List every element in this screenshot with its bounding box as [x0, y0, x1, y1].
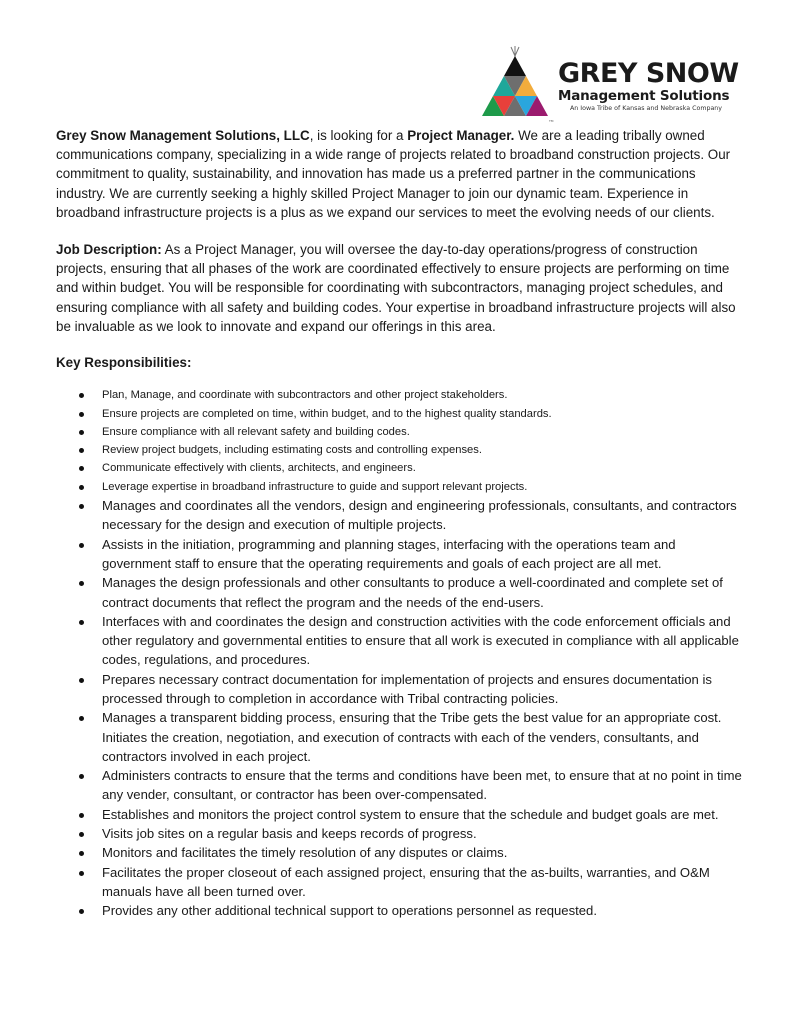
list-item: Manages the design professionals and other consultants to produce a well-coordinated and complete set of contract documents that reflect the program and the needs of the end-users. — [56, 573, 746, 612]
list-item: Leverage expertise in broadband infrastructure to guide and support relevant projects. — [56, 478, 746, 496]
brand-subtitle: Management Solutions — [558, 88, 730, 104]
list-item: Establishes and monitors the project control system to ensure that the schedule and budget goals are met. — [56, 805, 746, 824]
key-responsibilities-heading: Key Responsibilities: — [56, 355, 192, 371]
bullet-icon — [79, 832, 84, 837]
intro-paragraph: Grey Snow Management Solutions, LLC, is looking for a Project Manager. We are a leading tribally owned communications company, specializing in a wide range of projects related to broadband construction projects. Our commitment to quality, sustainability, and innovation has made us a preferred partner in the communications industry. We are currently seeking a highly skilled Project Manager to join our dynamic team. Experience in broadband infrastructure projects is a plus as we expand our services to meet the evolving needs of our clients. — [56, 128, 731, 220]
bullet-icon — [79, 448, 84, 453]
list-item: Administers contracts to ensure that the terms and conditions have been met, to ensure that at no point in time any vender, consultant, or contractor has been over-compensated. — [56, 766, 746, 805]
responsibilities-list-short — [56, 386, 746, 496]
list-item: Provides any other additional technical support to operations personnel as requested. — [56, 901, 746, 920]
document-body — [56, 126, 746, 921]
list-item: Visits job sites on a regular basis and keeps records of progress. — [56, 824, 746, 843]
list-item: Manages a transparent bidding process, ensuring that the Tribe gets the best value for an appropriate cost. Initiates the creation, negotiation, and execution of contracts with each of the venders, consultants, and contractors involved in each project. — [56, 708, 746, 766]
bullet-icon — [79, 716, 84, 721]
responsibilities-list-detailed — [56, 496, 746, 921]
bullet-icon — [79, 909, 84, 914]
bullet-icon — [79, 466, 84, 471]
list-item: Ensure projects are completed on time, within budget, and to the highest quality standards. — [56, 405, 746, 423]
job-description-label: Job Description: — [56, 242, 162, 258]
bullet-icon — [79, 412, 84, 417]
bullet-icon — [79, 851, 84, 856]
list-item: Ensure compliance with all relevant safety and building codes. — [56, 423, 746, 441]
list-item: Prepares necessary contract documentation for implementation of projects and ensures documentation is processed through to completion in accordance with Tribal contracting policies. — [56, 670, 746, 709]
company-logo — [474, 44, 744, 126]
company-name: Grey Snow Management Solutions, LLC — [56, 128, 310, 143]
role-title: Project Manager. — [407, 128, 515, 143]
bullet-icon — [79, 871, 84, 876]
bullet-icon — [79, 504, 84, 509]
bullet-icon — [79, 813, 84, 818]
list-item: Assists in the initiation, programming and planning stages, interfacing with the operations team and government staff to ensure that the operating requirements and goals of each project are all met. — [56, 535, 746, 574]
brand-text — [558, 60, 748, 113]
job-description-paragraph: Job Description: As a Project Manager, you will oversee the day-to-day operations/progress of construction projects, ensuring that all phases of the work are coordinated effectively to ensure projects are performing on time and within budget. You will be responsible for coordinating with subcontractors, managing project schedules, and ensuring compliance with all safety and building codes. Your expertise in broadband infrastructure projects will also be invaluable as we look to innovate and expand our offerings in this area. — [56, 242, 736, 334]
bullet-icon — [79, 485, 84, 490]
svg-text:TM: TM — [549, 119, 554, 123]
bullet-icon — [79, 581, 84, 586]
brand-name: GREY SNOW — [558, 58, 739, 89]
bullet-icon — [79, 620, 84, 625]
bullet-icon — [79, 678, 84, 683]
bullet-icon — [79, 393, 84, 398]
list-item: Communicate effectively with clients, architects, and engineers. — [56, 459, 746, 477]
bullet-icon — [79, 430, 84, 435]
list-item: Facilitates the proper closeout of each assigned project, ensuring that the as-builts, warranties, and O&M manuals have all been turned over. — [56, 863, 746, 902]
list-item: Review project budgets, including estimating costs and controlling expenses. — [56, 441, 746, 459]
list-item: Interfaces with and coordinates the design and construction activities with the code enforcement officials and other regulatory and governmental entities to ensure that all work is executed in compliance with all applicable codes, regulations, and procedures. — [56, 612, 746, 670]
teepee-logo-icon — [474, 44, 556, 126]
list-item: Monitors and facilitates the timely resolution of any disputes or claims. — [56, 843, 746, 862]
logo-tri-top — [504, 56, 526, 76]
list-item: Plan, Manage, and coordinate with subcontractors and other project stakeholders. — [56, 386, 746, 404]
bullet-icon — [79, 774, 84, 779]
brand-tagline: An Iowa Tribe of Kansas and Nebraska Company — [570, 105, 723, 112]
list-item: Manages and coordinates all the vendors, design and engineering professionals, consultants, and contractors necessary for the design and execution of multiple projects. — [56, 496, 746, 535]
bullet-icon — [79, 543, 84, 548]
